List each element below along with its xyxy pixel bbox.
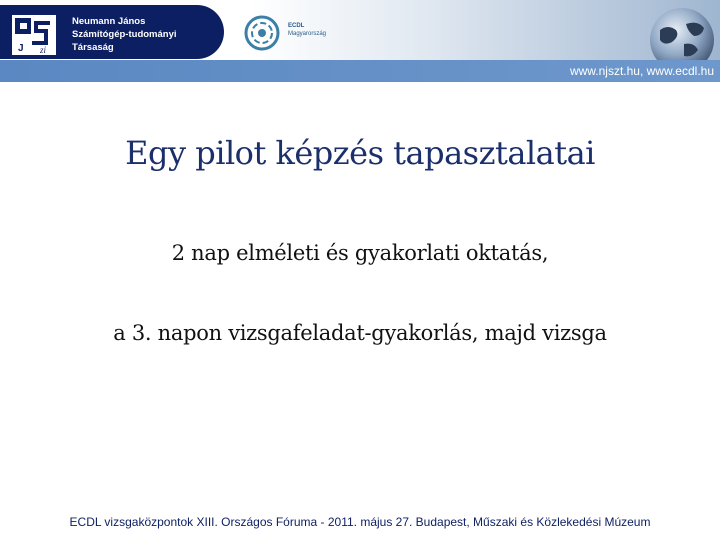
ecdl-logo-block xyxy=(236,5,436,59)
njszt-logo-icon xyxy=(12,15,56,55)
svg-text:zi: zi xyxy=(40,45,47,55)
org-name-line-3: Társaság xyxy=(72,42,114,53)
ecdl-country-text: Magyarország xyxy=(288,31,327,37)
url-bar xyxy=(0,60,720,82)
ecdl-label xyxy=(288,22,326,38)
header-banner xyxy=(0,0,720,60)
slide-title: Egy pilot képzés tapasztalatai xyxy=(125,134,595,172)
slide-line-1: 2 nap elméleti és gyakorlati oktatás, xyxy=(171,241,549,265)
njszt-logo-block xyxy=(0,5,224,59)
slide-line-2: a 3. napon vizsgafeladat-gyakorlás, majd vizsga xyxy=(113,321,607,345)
slide-footer: ECDL vizsgaközpontok XIII. Országos Fóruma - 2011. május 27. Budapest, Műszaki és Közlekedési Múzeum xyxy=(69,515,651,529)
svg-text:J: J xyxy=(18,43,24,54)
organization-name xyxy=(72,15,177,54)
globe-icon xyxy=(636,6,720,60)
website-urls: www.njszt.hu, www.ecdl.hu xyxy=(569,64,714,78)
ecdl-logo-icon xyxy=(240,11,284,55)
org-name-line-1: Neumann János xyxy=(72,16,146,27)
ecdl-label-text: ECDL xyxy=(288,23,305,29)
org-name-line-2: Számítógép-tudományi xyxy=(72,29,177,40)
